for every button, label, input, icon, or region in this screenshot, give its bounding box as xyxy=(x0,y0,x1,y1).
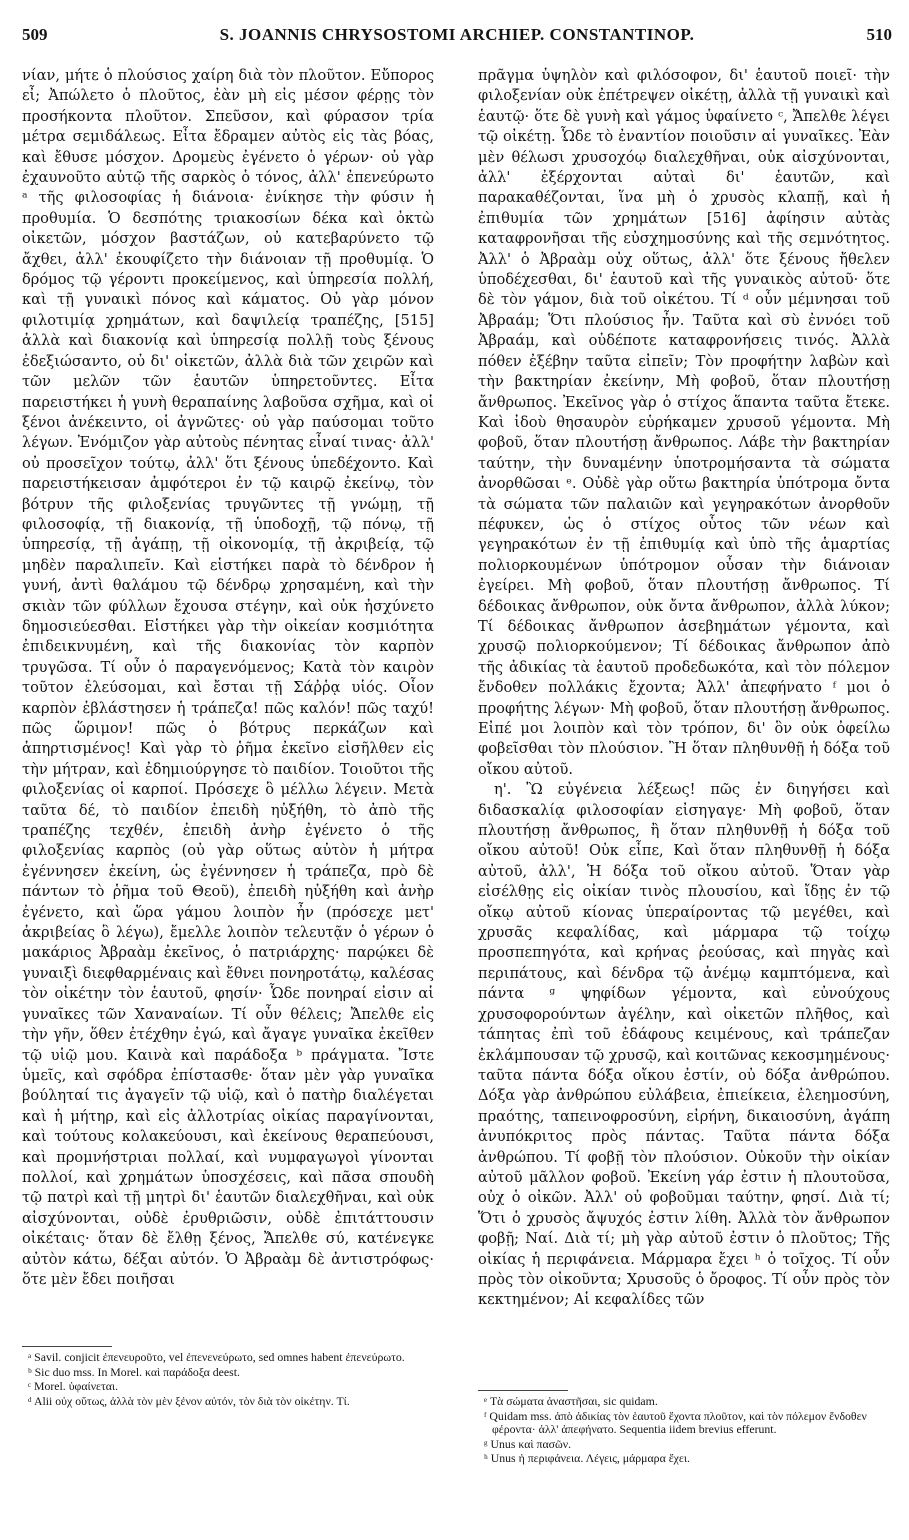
right-paragraph-1: πρᾶγμα ὑψηλὸν καὶ φιλόσοφον, δι' ἑαυτοῦ ποιεῖ· τὴν φιλοξενίαν οὐκ ἐπέτρεψεν οἰκέτῃ, ἀλλὰ τῇ γυναικὶ καὶ ἑαυτῷ· ὅτε δὲ γυνὴ καὶ γάμος ὑφαίνετο ᶜ, Ἄπελθε λέγει τῷ οἰκέτῃ. Ὧδε τὸ ἐναντίον ποιοῦσιν αἱ γυναῖκες. Ἐὰν μὲν θέλωσι χρυσοχόῳ διαλεχθῆναι, οὐκ αἰσχύνονται, ἀλλ' ἐξέρχονται αὐταὶ δι' ἑαυτῶν, καὶ παρακαθέζονται, ἵνα μὴ ὁ χρυσὸς κλαπῇ, καὶ ἡ ἐπιθυμία τῶν χρημάτων [516] ἀφίησιν αὐτὰς καταφρονῆσαι τῆς εὐσχημοσύνης καὶ τῆς σεμνότητος. Ἀλλ' ὁ Ἀβραὰμ οὐχ οὕτως, ἀλλ' ὅτε ξένους ἤθελεν ὑποδέχεσθαι, δι' ἑαυτοῦ καὶ τῆς γυναικὸς αὐτοῦ· ὅτε δὲ τὸν γάμον, διὰ τοῦ οἰκέτου. Τί ᵈ οὖν μέμνησαι τοῦ Ἀβραάμ; Ὅτι πλούσιος ἦν. Ταῦτα καὶ σὺ ἐννόει τοῦ Ἀβραάμ, καὶ οὐδέποτε καταφρονήσεις τινός. Ἀλλὰ πόθεν ἐξέβην ταῦτα εἰπεῖν; Τὸν προφήτην λαβὼν καὶ τὴν βακτηρίαν ἐκείνην, Μὴ φοβοῦ, ὅταν πλουτήσῃ ἄνθρωπος. Ἐκεῖνος γὰρ ὁ στίχος ἅπαντα ταῦτα ἔτεκε. Καὶ ἰδοὺ θησαυρὸν εὑρήκαμεν χρυσοῦ γέμοντα. Μὴ φοβοῦ, ὅταν πλουτήσῃ ἄνθρωπος. Λάβε τὴν βακτηρίαν ταύτην, τὴν δυναμένην ὑποτρομήσαντα τὰ σώματα ἀνορθῶσαι ᵉ. Οὐδὲ γὰρ οὕτω βακτηρία ὑπότρομα ὄντα τὰ σώματα τῶν παλαιῶν καὶ γεγηρακότων ἀνορθοῦν πέφυκεν, ὡς ὁ στίχος οὗτος τῶν νέων καὶ γεγηρακότων ἐν τῇ ἐπιθυμίᾳ καὶ ὑπὸ τῆς ἁμαρτίας πολιορκουμένων ὑπότρομον οὖσαν τὴν διάνοιαν ἐγείρει. Μὴ φοβοῦ, ὅταν πλουτήσῃ ἄνθρωπος. Τί δέδοικας ἄνθρωπον, οὐκ ὄντα ἄνθρωπον, ἀλλὰ λύκον; Τί δέδοικας ἄνθρωπον ἀσεβημάτων γέμοντα, καὶ χρυσῷ πολιορκούμενον; Τί δέδοικας ἄνθρωπον ἀπὸ τῆς ἀδικίας τὰ ἑαυτοῦ προδεδωκότα, καὶ τὸν πόλεμον ἔνδοθεν πολλάκις ἔχοντα; Ἀλλ' ἀπεφήνατο ᶠ μοι ὁ προφήτης λέγων· Μὴ φοβοῦ, ὅταν πλουτήσῃ ἄνθρωπος. Εἰπέ μοι λοιπὸν καὶ τὸν τρόπον, δι' ὃν οὐκ ὀφείλω φοβεῖσθαι τὸν πλούσιον. Ἢ ὅταν πληθυνθῇ ἡ δόξα τοῦ οἴκου αὐτοῦ. xyxy=(478,67,890,778)
footnote-a: ᵃ Savil. conjicit ἐπενευροῦτο, vel ἐπενενεύρωτο, sed omnes habent ἐπενεύρωτο. xyxy=(28,1350,405,1364)
footnote-d: ᵈ Alii οὐχ οὕτως, ἀλλὰ τὸν μὲν ξένον αὐτόν, τὸν διὰ τὸν οἰκέτην. Τί. xyxy=(28,1393,350,1408)
left-paragraph: νίαν, μήτε ὁ πλούσιος χαίρη διὰ τὸν πλοῦτον. Εὔπορος εἶ; Ἀπώλετο ὁ πλοῦτος, ἐὰν μὴ εἰς μέσον φέρῃς τὸν προσήκοντα πλοῦτον. Σπεῦσον, καὶ φύρασον τρία μέτρα σεμιδάλεως. Εἶτα ἔδραμεν αὐτὸς εἰς τὰς βόας, καὶ ἔθυσε μόσχον. Δρομεὺς ἐγένετο ὁ γέρων· οὐ γὰρ ἐχαυνοῦτο αὐτῷ τῆς σαρκὸς ὁ τόνος, ἀλλ' ἐπενεύρωτο ᵃ τῆς φιλοσοφίας ἡ διάνοια· ἐνίκησε τὴν φύσιν ἡ προθυμία. Ὁ δεσπότης τριακοσίων δέκα καὶ ὀκτὼ οἰκετῶν, μόσχον βαστάζων, οὐ κατεβαρύνετο τῷ ἄχθει, ἀλλ' ἐκουφίζετο τὴν διάνοιαν τῇ προθυμίᾳ. Ὁ δρόμος τῷ γέροντι προκείμενος, καὶ ὑπηρεσία πολλή, καὶ τῇ γυναικὶ πόνος καὶ κάματος. Οὐ γὰρ μόνον φιλοτιμίᾳ χρημάτων, καὶ δαψιλείᾳ τραπέζης, [515] ἀλλὰ καὶ διακονίᾳ καὶ ὑπηρεσίᾳ πολλῇ τοὺς ξένους ἐδεξιώσαντο, οὐ δι' οἰκετῶν, ἀλλὰ διὰ τῶν χειρῶν καὶ τῶν μελῶν τῶν ἑαυτῶν ὑπηρετοῦντες. Εἶτα παρειστήκει ἡ γυνὴ θεραπαίνης λαβοῦσα σχῆμα, καὶ οἱ ξένοι ἀνέκειντο, οἱ ἀγνῶτες· οὐ γὰρ παύσομαι τοῦτο λέγων. Ἐνόμιζον γὰρ αὐτοὺς πένητας εἶναί τινας· ἀλλ' οὐ προσεῖχον τούτῳ, ἀλλ' ὅτι ξένους ὑπεδέχοντο. Καὶ παρειστήκεισαν ἀμφότεροι ἐν τῷ καιρῷ ἐκείνῳ, τὸν βότρυν τῆς φιλοξενίας τρυγῶντες τῇ γνώμῃ, τῇ φιλοσοφίᾳ, τῇ διακονίᾳ, τῇ ὑποδοχῇ, τῷ πόνῳ, τῇ ὑπηρεσίᾳ, τῇ ἀγάπῃ, τῇ οἰκονομίᾳ, τῇ ἀκριβείᾳ, τῷ μηδὲν παραλιπεῖν. Καὶ εἱστήκει παρὰ τὸ δένδρον ἡ γυνή, ἀντὶ θαλάμου τῷ δένδρῳ χρησαμένη, καὶ τὴν σκιὰν τῶν φύλλων ἔχουσα στέγην, καὶ οὐκ ἠσχύνετο δημοσιεύεσθαι. Εἱστήκει γὰρ τὴν οἰκείαν κοσμιότητα ἐπιδεικνυμένη, καὶ τῆς διακονίας τὸν καρπὸν τρυγῶσα. Τί οὖν ὁ παραγενόμενος; Κατὰ τὸν καιρὸν τοῦτον ἐλεύσομαι, καὶ ἔσται τῇ Σάῤῥᾳ υἱός. Οἷον καρπὸν ἐβλάστησεν ἡ τράπεζα! πῶς καλόν! πῶς ταχύ! πῶς ὥριμον! πῶς ὁ βότρυς περκάζων καὶ ἀπηρτισμένος! Καὶ γὰρ τὸ ῥῆμα ἐκεῖνο εἰσῆλθεν εἰς τὴν μήτραν, καὶ ἐδημιούργησε τὸ παιδίον. Τοιοῦτοι τῆς φιλοξενίας οἱ καρποί. Πρόσεχε ὃ μέλλω λέγειν. Μετὰ ταῦτα δέ, τὸ παιδίον ἐπειδὴ ηὐξήθη, τὸ ἀπὸ τῆς τραπέζης τεχθέν, ἐπειδὴ ἀνὴρ ἐγένετο ὁ τῆς φιλοξενίας καρπὸς (οὐ γὰρ οὕτως αὐτὸν ἡ μήτρα ἐγέννησεν ἐκείνη, ὡς ἐγέννησεν ἡ τράπεζα, πρὸ δὲ πάντων τὸ ῥῆμα τοῦ Θεοῦ), ἐπειδὴ ηὐξήθη καὶ ἀνὴρ ἐγένετο, καὶ ὥρα γάμου λοιπὸν ἦν (πρόσεχε μετ' ἀκριβείας ὃ λέγω), ἔμελλε λοιπὸν τελευτᾷν ὁ γέρων ὁ μακάριος Ἀβραὰμ ἐκεῖνος, ὁ πατριάρχης· παρῴκει δὲ γυναιξὶ διεφθαρμέναις καὶ ἔθνει πονηροτάτῳ, καλέσας τὸν οἰκέτην τὸν ἑαυτοῦ, φησίν· Ὧδε πονηραί εἰσιν αἱ γυναῖκες τῶν Χαναναίων. Τί οὖν θέλεις; Ἄπελθε εἰς τὴν γῆν, ὅθεν ἐτέχθην ἐγώ, καὶ ἄγαγε γυναῖκα ἐκεῖθεν τῷ υἱῷ μου. Καινὰ καὶ παράδοξα ᵇ πράγματα. Ἴστε ὑμεῖς, καὶ σφόδρα ἐπίστασθε· ὅταν μὲν γὰρ γυναῖκα βούληταί τις ἀγαγεῖν τῷ υἱῷ, καὶ ὁ πατὴρ διαλέγεται καὶ ἡ μήτηρ, καὶ εἰς ἀλλοτρίας οἰκίας παραγίνονται, καὶ τούτους κολακεύουσι, καὶ ἐκείνους θεραπεύουσι, καὶ προμνήστριαι πολλαί, καὶ νυμφαγωγοὶ γίνονται πολλοί, καὶ χρημάτων ὑποσχέσεις, καὶ πᾶσα σπουδὴ τῷ πατρὶ καὶ τῇ μητρὶ δι' ἑαυτῶν διαλεχθῆναι, καὶ οὐκ αἰσχύνονται, οὐδὲ ἐρυθριῶσιν, οὐδὲ ἐπιτάττουσιν οἰκέταις· ὅταν δὲ ἔλθῃ ξένος, Ἄπελθε σύ, κατένεγκε αὐτὸν κάτω, δέξαι αὐτόν. Ὁ Ἀβραὰμ δὲ ἀντιστρόφως· ὅτε μὲν ἔδει ποιῆσαι xyxy=(22,67,434,1288)
footnotes-left xyxy=(22,1346,434,1409)
footnote-b: ᵇ Sic duo mss. In Morel. καὶ παράδοξα deest. xyxy=(28,1364,240,1379)
left-column xyxy=(22,66,434,1290)
footnote-rule xyxy=(478,1390,568,1391)
footnote-e: ᵉ Τὰ σώματα ἀναστῆσαι, sic quidam. xyxy=(484,1394,658,1408)
right-column xyxy=(478,66,890,1311)
footnote-rule xyxy=(22,1346,112,1347)
footnote-g: ᵍ Unus καὶ πασῶν. xyxy=(484,1436,572,1451)
footnote-c: ᶜ Morel. ὑφαίνεται. xyxy=(28,1379,119,1394)
footnotes-right xyxy=(478,1390,890,1467)
page-number-left: 509 xyxy=(22,25,48,44)
running-header xyxy=(22,20,892,50)
footnote-f: ᶠ Quidam mss. ἀπὸ ἀδικίας τὸν ἑαυτοῦ ἔχοντα πλοῦτον, καὶ τὸν πόλεμον ἔνδοθεν φέροντα· ἀλλ' ἀπεφήνατο. Sequentia iidem brevius efferunt. xyxy=(484,1408,867,1437)
running-title: S. JOANNIS CHRYSOSTOMI ARCHIEP. CONSTANTINOP. xyxy=(219,25,695,44)
page-number-right: 510 xyxy=(866,25,892,44)
right-paragraph-2: η'. Ὢ εὐγένεια λέξεως! πῶς ἐν διηγήσει καὶ διδασκαλίᾳ φιλοσοφίαν εἰσηγαγε· Μὴ φοβοῦ, ὅταν πλουτήσῃ ἄνθρωπος, ἢ ὅταν πληθυνθῇ ἡ δόξα τοῦ οἴκου αὐτοῦ! Οὐκ εἶπε, Καὶ ὅταν πληθυνθῇ ἡ δόξα αὐτοῦ, ἀλλ', Ἡ δόξα τοῦ οἴκου αὐτοῦ. Ὅταν γὰρ εἰσέλθῃς εἰς οἰκίαν τινὸς πλουσίου, καὶ ἴδῃς ἐν τῷ οἴκῳ αὐτοῦ κίονας ὑπεραίροντας τῷ μεγέθει, καὶ χρυσᾶς κεφαλίδας, καὶ μάρμαρα τῷ τοίχῳ προσπεπηγότα, καὶ κρήνας ῥεούσας, καὶ πηγὰς καὶ περιπάτους, καὶ δένδρα τῷ ἀνέμῳ καμπτόμενα, καὶ πάντα ᵍ ψηφίδων γέμοντα, καὶ εὐνούχους χρυσοφορούντων ἀγέλην, καὶ οἰκετῶν πλῆθος, καὶ τάπητας ἐπὶ τοῦ ἐδάφους κειμένους, καὶ τράπεζαν ἐκλάμπουσαν τῷ χρυσῷ, καὶ κοιτῶνας κεκοσμημένους· ταῦτα πάντα δόξα οἴκου ἐστίν, οὐ δόξα ἀνθρώπου. Δόξα γὰρ ἀνθρώπου εὐλάβεια, ἐπιείκεια, ἐλεημοσύνη, πραότης, ταπεινοφροσύνη, εἰρήνη, δικαιοσύνη, ἀγάπη ἀνυπόκριτος πρὸς πάντας. Ταῦτα πάντα δόξα ἀνθρώπου. Τί φοβῇ τὸν πλούσιον. Οὐκοῦν τὴν οἰκίαν αὐτοῦ μᾶλλον φοβοῦ. Ἐκείνη γάρ ἐστιν ἡ πλουτοῦσα, οὐχ ὁ οἰκῶν. Ἀλλ' οὐ φοβοῦμαι ταύτην, φησί. Διὰ τί; Ὅτι ὁ χρυσὸς ἄψυχός ἐστιν λίθη. Ἀλλὰ τὸν ἄνθρωπον φοβῇ; Ναί. Διὰ τί; μὴ γὰρ αὐτοῦ ἐστιν ὁ πλοῦτος; Τῆς οἰκίας ἡ περιφάνεια. Μάρμαρα ἔχει ʰ ὁ τοῖχος. Τί οὖν πρὸς τὸν οἰκοῦντα; Χρυσοῦς ὁ ὄροφος. Τί οὖν πρὸς τὸν κεκτημένον; Αἱ κεφαλίδες τῶν xyxy=(478,781,890,1309)
document-page xyxy=(22,20,892,1525)
footnote-h: ʰ Unus ἡ περιφάνεια. Λέγεις, μάρμαρα ἔχει. xyxy=(484,1451,690,1466)
